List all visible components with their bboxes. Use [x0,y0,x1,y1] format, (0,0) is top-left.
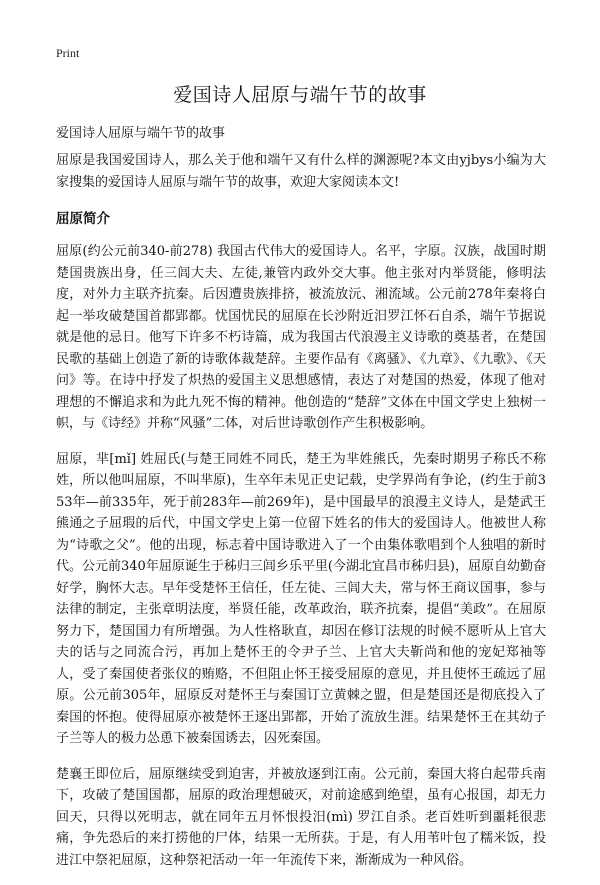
body-paragraph-1: 屈原(约公元前340-前278) 我国古代伟大的爱国诗人。名平，字原。汉族，战国时期楚国贵族出身，任三闾大夫、左徒,兼管内政外交大事。他主张对内举贤能，修明法度，对外力主联齐抗秦。后因遭贵族排挤，被流放沅、湘流域。公元前278年秦将白起一举攻破楚国首都郢都。忧国忧民的屈原在长沙附近汨罗江怀石自杀，端午节据说就是他的忌日。他写下许多不朽诗篇，成为我国古代浪漫主义诗歌的奠基者，在楚国民歌的基础上创造了新的诗歌体裁楚辞。主要作品有《离骚》、《九章》、《九歌》、《天问》等。在诗中抒发了炽热的爱国主义思想感情，表达了对楚国的热爱，体现了他对理想的不懈追求和为此九死不悔的精神。他创造的“楚辞”文体在中国文学史上独树一帜，与《诗经》并称“风骚”二体，对后世诗歌创作产生积极影响。 [56,244,546,431]
body-paragraph-3: 楚襄王即位后，屈原继续受到迫害，并被放逐到江南。公元前，秦国大将白起带兵南下，攻破了楚国国都，屈原的政治理想破灭，对前途感到绝望，虽有心报国，却无力回天，只得以死明志，就在同年五月怀恨投汨(mì) 罗江自杀。老百姓听到噩耗很悲痛，争先恐后的来打捞他的尸体，结果一无所获。于是，有人用苇叶包了糯米饭，投进江中祭祀屈原，这种祭祀活动一年一年流传下来，渐渐成为一种风俗。 [56,766,546,868]
body-paragraph-2: 屈原，芈[mǐ] 姓屈氏(与楚王同姓不同氏，楚王为芈姓熊氏，先秦时期男子称氏不称姓，所以他叫屈原，不叫芈原)，生卒年未见正史记载，史学界尚有争论，(约生于前353年—前335年，死于前283年—前269年)，是中国最早的浪漫主义诗人，是楚武王熊通之子屈瑕的后代，中国文学史上第一位留下姓名的伟大的爱国诗人。他被世人称为“诗歌之父”。他的出现，标志着中国诗歌进入了一个由集体歌唱到个人独唱的新时代。公元前340年屈原诞生于秭归三闾乡乐平里(今湖北宜昌市秭归县)，屈原自幼勤奋好学，胸怀大志。早年受楚怀王信任，任左徒、三闾大夫，常与怀王商议国事，参与法律的制定，主张章明法度，举贤任能，改革政治，联齐抗秦，提倡“美政”。在屈原努力下，楚国国力有所增强。为人性格耿直，却因在修订法规的时候不愿听从上官大夫的话与之同流合污，再加上楚怀王的令尹子兰、上官大夫靳尚和他的宠妃郑袖等人，受了秦国使者张仪的贿赂，不但阻止怀王接受屈原的意见，并且使怀王疏远了屈原。公元前305年，屈原反对楚怀王与秦国订立黄棘之盟，但是楚国还是彻底投入了秦国的怀抱。使得屈原亦被楚怀王逐出郢都，开始了流放生涯。结果楚怀王在其幼子子兰等人的极力怂恿下被秦国诱去，囚死秦国。 [56,451,546,746]
page-title: 爱国诗人屈原与端午节的故事 [173,84,427,106]
article-body [56,150,546,885]
intro-paragraph: 屈原是我国爱国诗人，那么关于他和端午又有什么样的渊源呢?本文由yjbys小编为大家搜集的爱国诗人屈原与端午节的故事，欢迎大家阅读本文! [56,153,546,190]
print-link[interactable]: Print [56,46,80,60]
article-subtitle: 爱国诗人屈原与端午节的故事 [56,126,226,141]
section-heading: 屈原简介 [56,211,110,227]
